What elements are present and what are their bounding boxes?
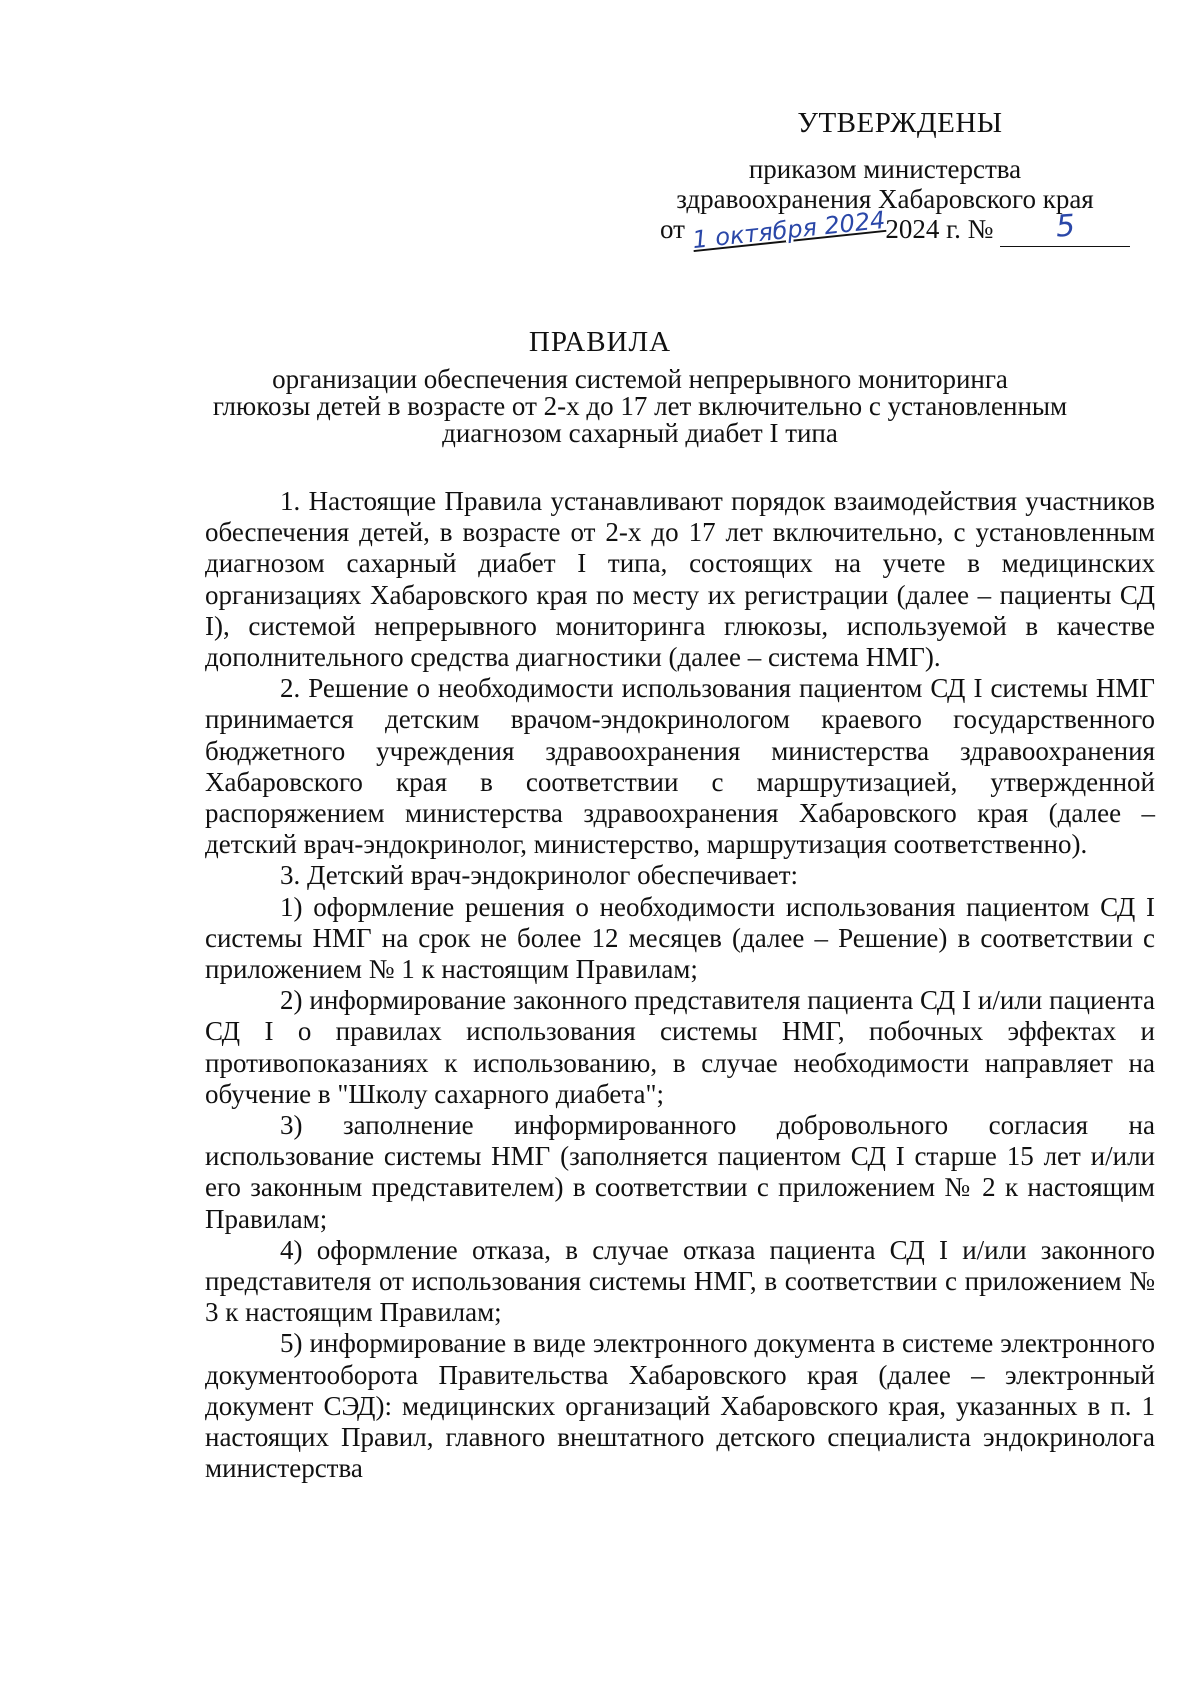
handwritten-order-number: 5 xyxy=(1054,208,1076,245)
order-number-field xyxy=(1000,208,1130,247)
list-item-4: 4) оформление отказа, в случае отказа пациента СД I и/или законного представителя от использования системы НМГ, в соответствии с приложением № 3 к настоящим Правилам; xyxy=(205,1234,1155,1328)
approval-title: УТВЕРЖДЕНЫ xyxy=(797,107,1003,139)
subtitle-line: глюкозы детей в возрасте от 2-х до 17 лет включительно с установленным xyxy=(212,391,1068,421)
paragraph-3: 3. Детский врач-эндокринолог обеспечивает: xyxy=(280,860,799,891)
list-item-2: 2) информирование законного представителя пациента СД I и/или пациента СД I о правилах использования системы НМГ, побочных эффектах и противопоказаниях к использованию, в случае необходимости направляет на обучение в "Школу сахарного диабета"; xyxy=(205,985,1155,1109)
paragraph-1: 1. Настоящие Правила устанавливают порядок взаимодействия участников обеспечения детей, в возрасте от 2-х до 17 лет включительно, с установленным диагнозом сахарный диабет I типа, состоящих на учете в медицинских организациях Хабаровского края по месту их регистрации (далее – пациенты СД I), системой непрерывного мониторинга глюкозы, используемой в качестве дополнительного средства диагностики (далее – система НМГ). xyxy=(205,486,1155,673)
paragraph-2: 2. Решение о необходимости использования пациентом СД I системы НМГ принимается детским врачом-эндокринологом краевого государственного бюджетного учреждения здравоохранения министерства здравоохранения Хабаровского края в соответствии с маршрутизацией, утвержденной распоряжением министерства здравоохранения Хабаровского края (далее – детский врач-эндокринолог, министерство, маршрутизация соответственно). xyxy=(205,673,1155,860)
handwritten-date: 1 октября 2024 xyxy=(690,205,887,255)
document-title: ПРАВИЛА xyxy=(528,326,672,358)
subtitle-line: диагнозом сахарный диабет I типа xyxy=(442,418,838,448)
approval-date-suffix: 2024 г. № xyxy=(885,214,994,244)
list-item-5: 5) информирование в виде электронного документа в системе электронного документооборота Правительства Хабаровского края (далее – электронный документ СЭД): медицинских организаций Хабаровского края, указанных в п. 1 настоящих Правил, главного внештатного детского специалиста эндокринолога министерства xyxy=(205,1328,1155,1484)
list-item-3: 3) заполнение информированного добровольного согласия на использование системы НМГ (заполняется пациентом СД I старше 15 лет и/или его законным представителем) в соответствии с приложением № 2 к настоящим Правилам; xyxy=(205,1110,1155,1234)
list-item-1: 1) оформление решения о необходимости использования пациентом СД I системы НМГ на срок не более 12 месяцев (далее – Решение) в соответствии с приложением № 1 к настоящим Правилам; xyxy=(205,891,1155,985)
document-subtitle xyxy=(200,366,1080,447)
subtitle-line: организации обеспечения системой непрерывного мониторинга xyxy=(272,364,1008,394)
approval-date-prefix: от xyxy=(660,214,685,244)
approval-date-number-line xyxy=(640,205,1130,255)
document-body xyxy=(205,486,1155,1485)
approval-stamp-block xyxy=(640,107,1130,255)
approval-line-2: здравоохранения Хабаровского края xyxy=(676,184,1094,214)
approval-line-1: приказом министерства xyxy=(748,154,1022,184)
